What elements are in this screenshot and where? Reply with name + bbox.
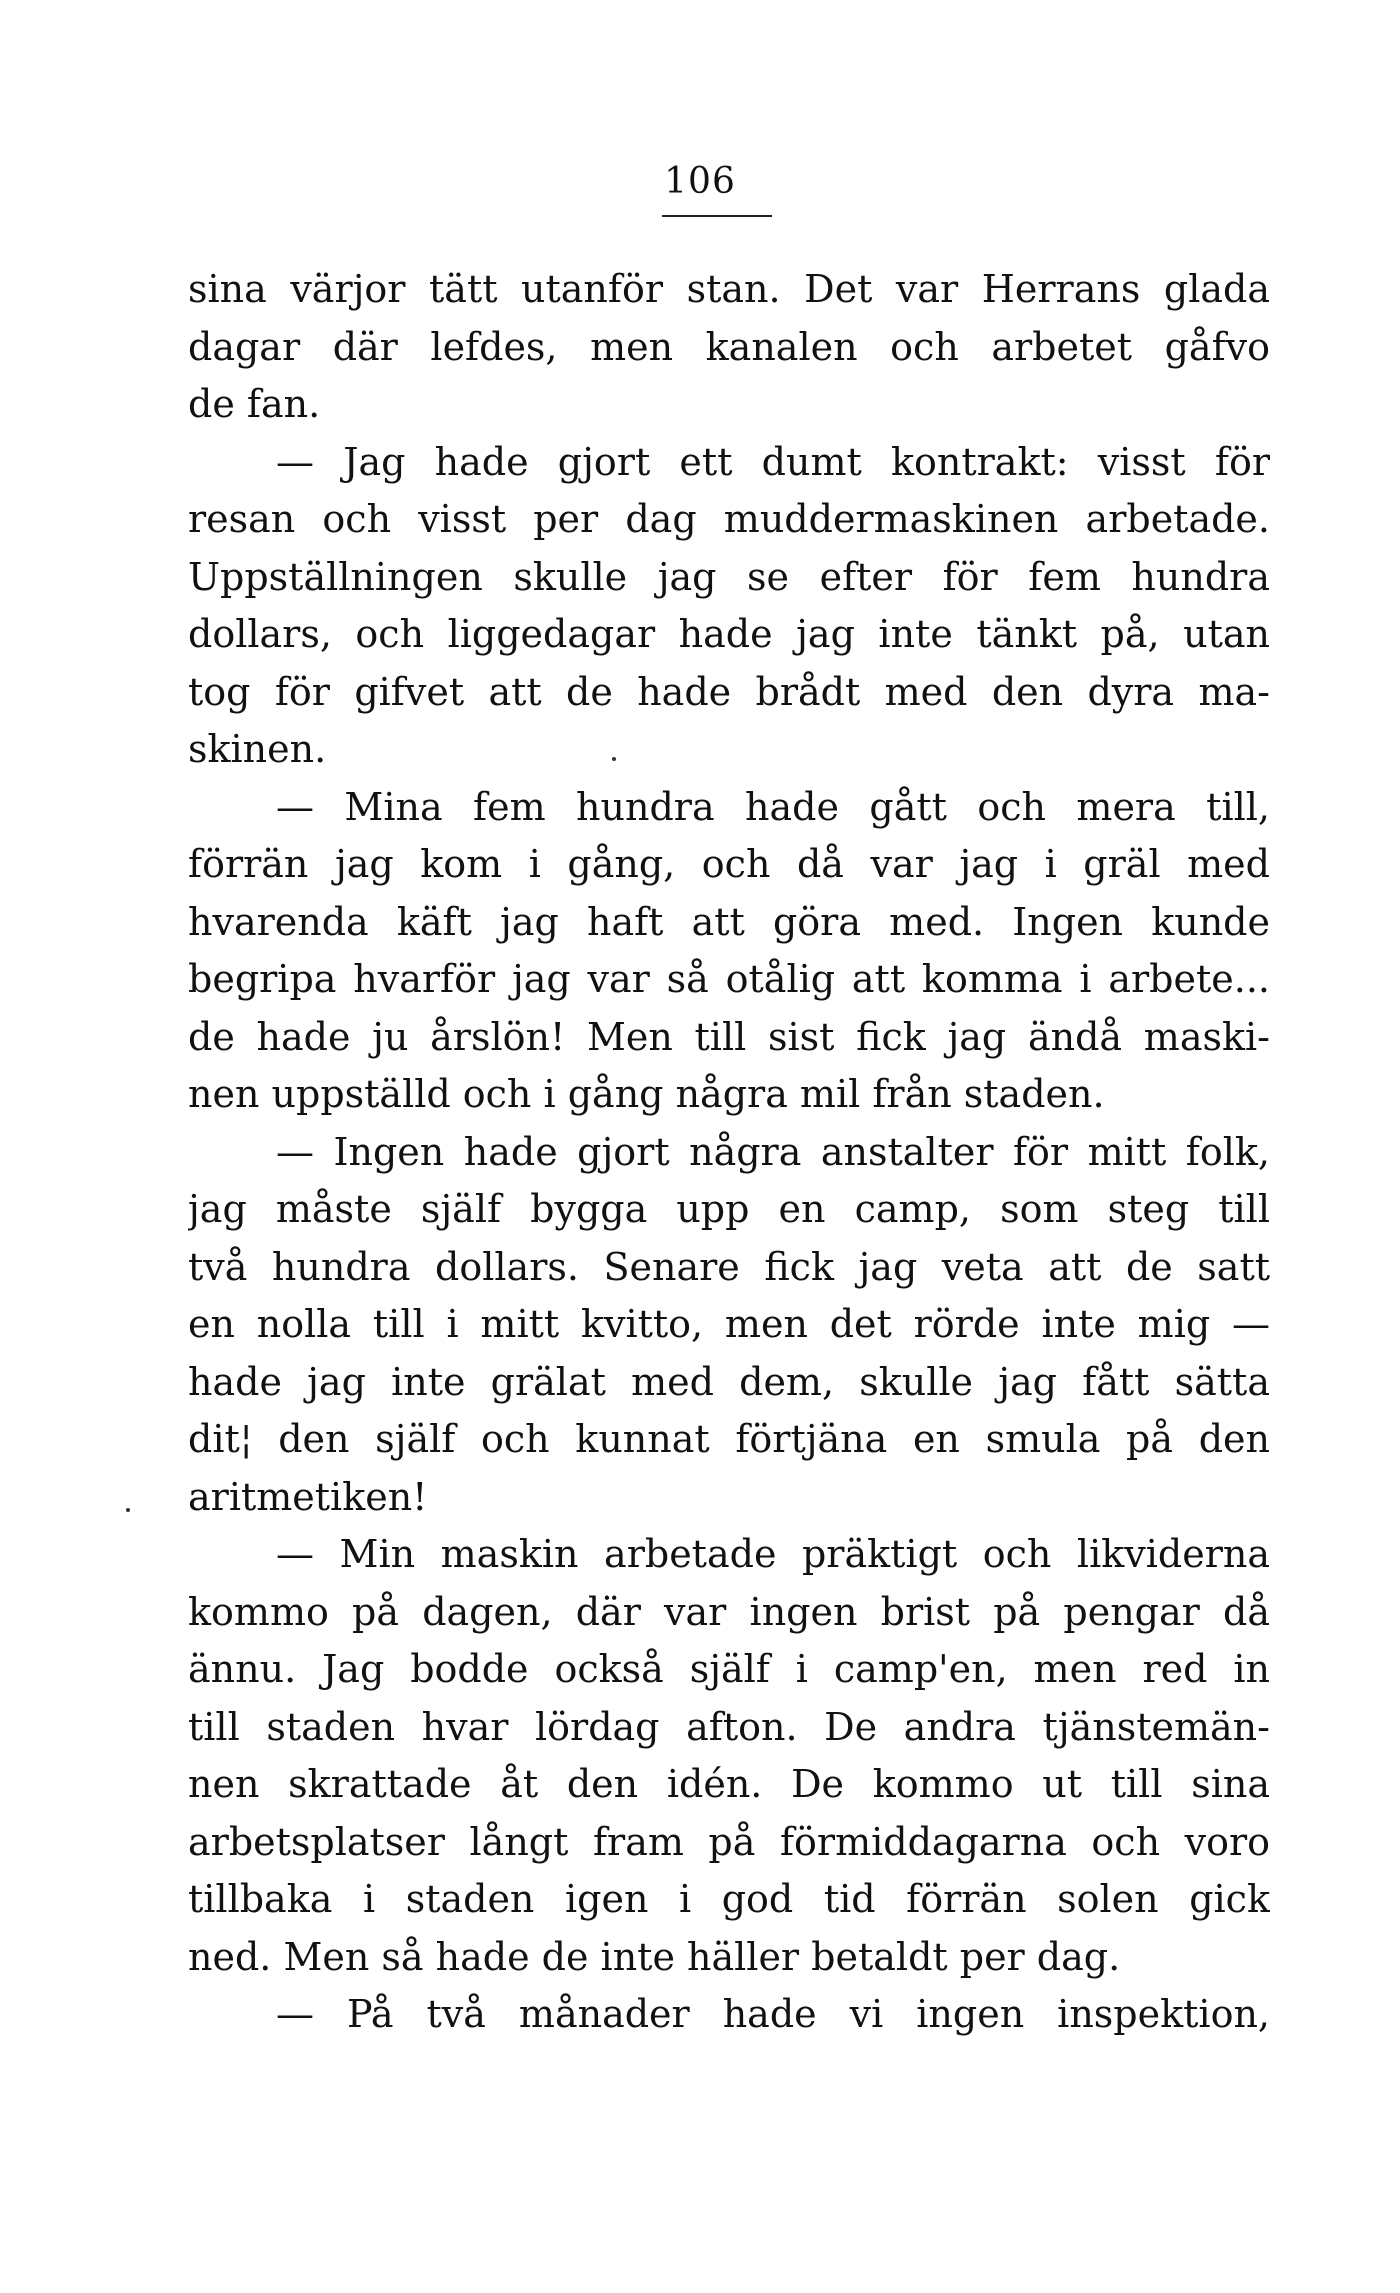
- text-line: — Jag hade gjort ett dumt kontrakt: visst för: [276, 439, 1270, 484]
- text-line: dagar där lefdes, men kanalen och arbetet gåfvo: [188, 324, 1270, 369]
- text-line: hvarenda käft jag haft att göra med. Ingen kunde: [188, 899, 1270, 944]
- page-number-rule: [662, 215, 772, 217]
- text-line: de hade ju årslön! Men till sist fick jag ändå maski-: [188, 1014, 1270, 1059]
- text-line: tog för gifvet att de hade brådt med den dyra ma-: [188, 669, 1270, 714]
- body-text: [188, 261, 1270, 2044]
- text-line: — Ingen hade gjort några anstalter för mitt folk,: [276, 1129, 1270, 1174]
- text-line: resan och visst per dag muddermaskinen arbetade.: [188, 497, 1270, 541]
- text-line: kommo på dagen, där var ingen brist på pengar då: [188, 1589, 1270, 1634]
- text-line: aritmetiken!: [188, 1474, 428, 1519]
- text-line: nen skrattade åt den idén. De kommo ut till sina: [188, 1762, 1270, 1806]
- text-line: — Min maskin arbetade präktigt och likviderna: [276, 1532, 1270, 1576]
- print-speck: [126, 1508, 130, 1512]
- text-line: ännu. Jag bodde också själf i camp'en, men red in: [188, 1647, 1270, 1691]
- text-line: de fan.: [188, 382, 321, 426]
- text-line: förrän jag kom i gång, och då var jag i gräl med: [188, 842, 1270, 886]
- text-line: dit¦ den själf och kunnat förtjäna en smula på den: [188, 1417, 1270, 1461]
- text-line: en nolla till i mitt kvitto, men det rörde inte mig —: [188, 1302, 1270, 1346]
- text-line: Uppställningen skulle jag se efter för fem hundra: [188, 554, 1270, 599]
- text-line: hade jag inte grälat med dem, skulle jag fått sätta: [188, 1359, 1270, 1404]
- text-line: till staden hvar lördag afton. De andra tjänstemän-: [188, 1704, 1270, 1749]
- text-line: tillbaka i staden igen i god tid förrän solen gick: [188, 1877, 1270, 1921]
- page-number: 106: [664, 161, 736, 202]
- text-line: dollars, och liggedagar hade jag inte tänkt på, utan: [188, 612, 1270, 656]
- text-line: ned. Men så hade de inte häller betaldt per dag.: [188, 1934, 1121, 1979]
- text-line: sina värjor tätt utanför stan. Det var Herrans glada: [188, 267, 1270, 311]
- text-line: — Mina fem hundra hade gått och mera till,: [276, 784, 1270, 829]
- print-speck: [612, 757, 616, 761]
- text-line: — På två månader hade vi ingen inspektion,: [276, 1992, 1270, 2036]
- text-line: skinen.: [188, 727, 327, 771]
- text-line: arbetsplatser långt fram på förmiddagarna och voro: [188, 1819, 1270, 1864]
- text-line: jag måste själf bygga upp en camp, som steg till: [188, 1187, 1270, 1231]
- text-line: nen uppställd och i gång några mil från staden.: [188, 1072, 1105, 1116]
- text-line: begripa hvarför jag var så otålig att komma i arbete...: [188, 957, 1270, 1001]
- text-line: två hundra dollars. Senare fick jag veta att de satt: [188, 1244, 1270, 1289]
